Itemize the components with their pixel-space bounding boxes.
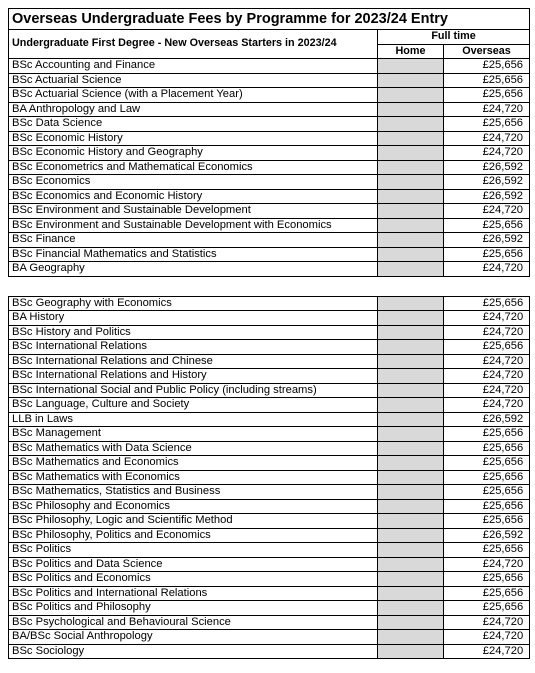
table-row [9,175,530,190]
table-row [9,644,530,659]
table-row [9,557,530,572]
overseas-fee: £24,720 [444,204,530,219]
table-row [9,73,530,88]
home-fee-cell [378,88,444,103]
table-row [9,615,530,630]
programme-name: BSc International Relations and Chinese [9,354,378,369]
programme-name: BA History [9,311,378,326]
table-row [9,456,530,471]
overseas-fee: £26,592 [444,233,530,248]
overseas-fee: £24,720 [444,262,530,277]
table-row [9,325,530,340]
table-row [9,160,530,175]
table-row [9,514,530,529]
table-row [9,204,530,219]
home-fee-cell [378,189,444,204]
overseas-fee: £25,656 [444,470,530,485]
home-fee-cell [378,325,444,340]
table-row [9,247,530,262]
overseas-fee: £24,720 [444,383,530,398]
home-fee-cell [378,131,444,146]
header-row-1 [9,30,530,45]
overseas-fee: £25,656 [444,601,530,616]
programme-name: BSc Geography with Economics [9,296,378,311]
programme-name: BSc Data Science [9,117,378,132]
page-title: Overseas Undergraduate Fees by Programme for 2023/24 Entry [9,9,530,30]
programme-name: BSc Financial Mathematics and Statistics [9,247,378,262]
home-fee-cell [378,557,444,572]
overseas-fee: £25,656 [444,456,530,471]
table-gap [8,277,529,296]
programme-name: BSc Psychological and Behavioural Science [9,615,378,630]
full-time-header: Full time [378,30,530,45]
table-row [9,572,530,587]
programme-name: BSc Mathematics and Economics [9,456,378,471]
home-fee-cell [378,233,444,248]
programme-name: LLB in Laws [9,412,378,427]
programme-name: BSc Economics and Economic History [9,189,378,204]
home-header: Home [378,44,444,59]
home-fee-cell [378,146,444,161]
home-fee-cell [378,117,444,132]
table-row [9,398,530,413]
overseas-fee: £25,656 [444,572,530,587]
home-fee-cell [378,441,444,456]
overseas-fee: £25,656 [444,73,530,88]
table-row [9,412,530,427]
overseas-fee: £25,656 [444,427,530,442]
table-row [9,88,530,103]
home-fee-cell [378,427,444,442]
programme-header: Undergraduate First Degree - New Overseas Starters in 2023/24 [9,30,378,59]
overseas-fee: £24,720 [444,630,530,645]
home-fee-cell [378,514,444,529]
fees-table-top [8,8,530,277]
overseas-fee: £26,592 [444,160,530,175]
programme-name: BSc Philosophy and Economics [9,499,378,514]
table-row [9,499,530,514]
title-row [9,9,530,30]
home-fee-cell [378,412,444,427]
programme-name: BSc International Social and Public Policy (including streams) [9,383,378,398]
home-fee-cell [378,175,444,190]
home-fee-cell [378,485,444,500]
programme-name: BSc Actuarial Science (with a Placement Year) [9,88,378,103]
fees-document [8,8,529,659]
table-row [9,601,530,616]
programme-name: BSc Economics [9,175,378,190]
overseas-fee: £24,720 [444,644,530,659]
home-fee-cell [378,601,444,616]
table-row [9,543,530,558]
home-fee-cell [378,160,444,175]
overseas-fee: £25,656 [444,59,530,74]
home-fee-cell [378,102,444,117]
home-fee-cell [378,543,444,558]
programme-name: BSc Accounting and Finance [9,59,378,74]
programme-name: BSc Finance [9,233,378,248]
table-row [9,369,530,384]
table-row [9,131,530,146]
home-fee-cell [378,204,444,219]
overseas-fee: £26,592 [444,412,530,427]
home-fee-cell [378,262,444,277]
overseas-fee: £25,656 [444,296,530,311]
programme-name: BSc Mathematics, Statistics and Business [9,485,378,500]
overseas-fee: £24,720 [444,311,530,326]
programme-name: BSc International Relations [9,340,378,355]
home-fee-cell [378,73,444,88]
overseas-fee: £25,656 [444,543,530,558]
overseas-fee: £24,720 [444,102,530,117]
programme-name: BSc Environment and Sustainable Development with Economics [9,218,378,233]
programme-name: BA Geography [9,262,378,277]
overseas-fee: £26,592 [444,175,530,190]
programme-name: BSc Actuarial Science [9,73,378,88]
overseas-fee: £25,656 [444,514,530,529]
programme-name: BSc Economic History [9,131,378,146]
table-row [9,218,530,233]
table-row [9,586,530,601]
table-row [9,528,530,543]
table-row [9,470,530,485]
programme-name: BSc Mathematics with Economics [9,470,378,485]
home-fee-cell [378,311,444,326]
table-row [9,146,530,161]
overseas-fee: £25,656 [444,586,530,601]
programme-name: BSc Mathematics with Data Science [9,441,378,456]
home-fee-cell [378,470,444,485]
table-row [9,262,530,277]
table-row [9,189,530,204]
overseas-fee: £25,656 [444,340,530,355]
overseas-fee: £25,656 [444,499,530,514]
home-fee-cell [378,383,444,398]
programme-name: BSc Sociology [9,644,378,659]
programme-name: BSc Environment and Sustainable Development [9,204,378,219]
programme-name: BSc Politics and Philosophy [9,601,378,616]
table-row [9,630,530,645]
programme-name: BSc Philosophy, Logic and Scientific Method [9,514,378,529]
home-fee-cell [378,456,444,471]
home-fee-cell [378,369,444,384]
overseas-fee: £24,720 [444,557,530,572]
programme-name: BSc Politics and Economics [9,572,378,587]
programme-name: BSc Econometrics and Mathematical Economics [9,160,378,175]
programme-name: BA Anthropology and Law [9,102,378,117]
home-fee-cell [378,528,444,543]
table-row [9,485,530,500]
programme-name: BSc Politics and Data Science [9,557,378,572]
home-fee-cell [378,398,444,413]
overseas-fee: £24,720 [444,398,530,413]
fees-table-bottom [8,296,530,660]
programme-name: BSc Philosophy, Politics and Economics [9,528,378,543]
overseas-fee: £25,656 [444,485,530,500]
overseas-fee: £24,720 [444,131,530,146]
overseas-fee: £24,720 [444,354,530,369]
programme-name: BSc Politics [9,543,378,558]
home-fee-cell [378,586,444,601]
home-fee-cell [378,354,444,369]
home-fee-cell [378,340,444,355]
overseas-fee: £24,720 [444,146,530,161]
table-row [9,354,530,369]
home-fee-cell [378,59,444,74]
table-row [9,117,530,132]
table-row [9,296,530,311]
table-row [9,340,530,355]
table-row [9,233,530,248]
overseas-fee: £25,656 [444,88,530,103]
overseas-header: Overseas [444,44,530,59]
programme-name: BSc Politics and International Relations [9,586,378,601]
programme-name: BSc Economic History and Geography [9,146,378,161]
table-row [9,102,530,117]
programme-name: BSc Language, Culture and Society [9,398,378,413]
overseas-fee: £26,592 [444,528,530,543]
home-fee-cell [378,615,444,630]
programme-name: BSc Management [9,427,378,442]
table-row [9,427,530,442]
overseas-fee: £25,656 [444,218,530,233]
home-fee-cell [378,296,444,311]
overseas-fee: £24,720 [444,325,530,340]
overseas-fee: £25,656 [444,441,530,456]
programme-name: BSc History and Politics [9,325,378,340]
overseas-fee: £24,720 [444,369,530,384]
table-row [9,311,530,326]
home-fee-cell [378,644,444,659]
home-fee-cell [378,630,444,645]
overseas-fee: £25,656 [444,247,530,262]
overseas-fee: £26,592 [444,189,530,204]
home-fee-cell [378,247,444,262]
table-row [9,383,530,398]
home-fee-cell [378,499,444,514]
overseas-fee: £24,720 [444,615,530,630]
table-row [9,441,530,456]
overseas-fee: £25,656 [444,117,530,132]
programme-name: BSc International Relations and History [9,369,378,384]
table-row [9,59,530,74]
home-fee-cell [378,218,444,233]
home-fee-cell [378,572,444,587]
programme-name: BA/BSc Social Anthropology [9,630,378,645]
